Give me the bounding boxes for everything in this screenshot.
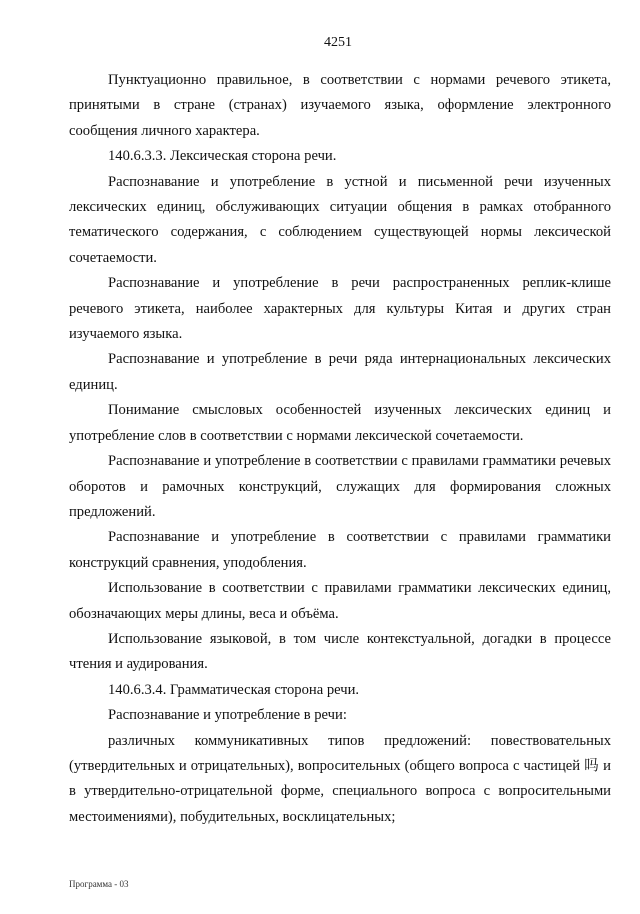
paragraph: Распознавание и употребление в речи распространенных реплик-клише речевого этикета, наиболее характерных для культуры Китая и других стран изучаемого языка.: [69, 275, 611, 343]
paragraph: Использование в соответствии с правилами грамматики лексических единиц, обозначающих меры длины, веса и объёма.: [69, 580, 611, 622]
footer-label: Программа - 03: [69, 879, 129, 889]
section-heading: 140.6.3.3. Лексическая сторона речи.: [108, 148, 337, 165]
paragraph: Распознавание и употребление в соответствии с правилами грамматики речевых оборотов и рамочных конструкций, служащих для формирования сложных предложений.: [69, 453, 611, 520]
paragraph: Распознавание и употребление в речи ряда интернациональных лексических единиц.: [69, 351, 611, 393]
paragraph: Распознавание и употребление в соответствии с правилами грамматики конструкций сравнения, уподобления.: [69, 529, 611, 571]
paragraph: Пунктуационно правильное, в соответствии с нормами речевого этикета, принятыми в стране (странах) изучаемого языка, оформление электронного сообщения личного характера.: [69, 72, 611, 139]
paragraph: различных коммуникативных типов предложений: повествовательных (утвердительных и отрицательных), вопросительных (общего вопроса с частицей 吗 и в утвердительно-отрицательной форме, специального вопроса с вопросительными местоимениями), побудительных, восклицательных;: [69, 732, 611, 825]
section-heading: 140.6.3.4. Грамматическая сторона речи.: [108, 681, 360, 698]
paragraph: Распознавание и употребление в устной и письменной речи изученных лексических единиц, обслуживающих ситуации общения в рамках отобранного тематического содержания, с соблюдением существующей нормы лексической сочетаемости.: [69, 173, 611, 266]
paragraph: Понимание смысловых особенностей изученных лексических единиц и употребление слов в соответствии с нормами лексической сочетаемости.: [69, 402, 611, 444]
page-number: 4251: [324, 35, 352, 50]
document-body: [69, 68, 611, 830]
paragraph: Использование языковой, в том числе контекстуальной, догадки в процессе чтения и аудирования.: [69, 630, 611, 673]
paragraph: Распознавание и употребление в речи:: [108, 707, 347, 724]
